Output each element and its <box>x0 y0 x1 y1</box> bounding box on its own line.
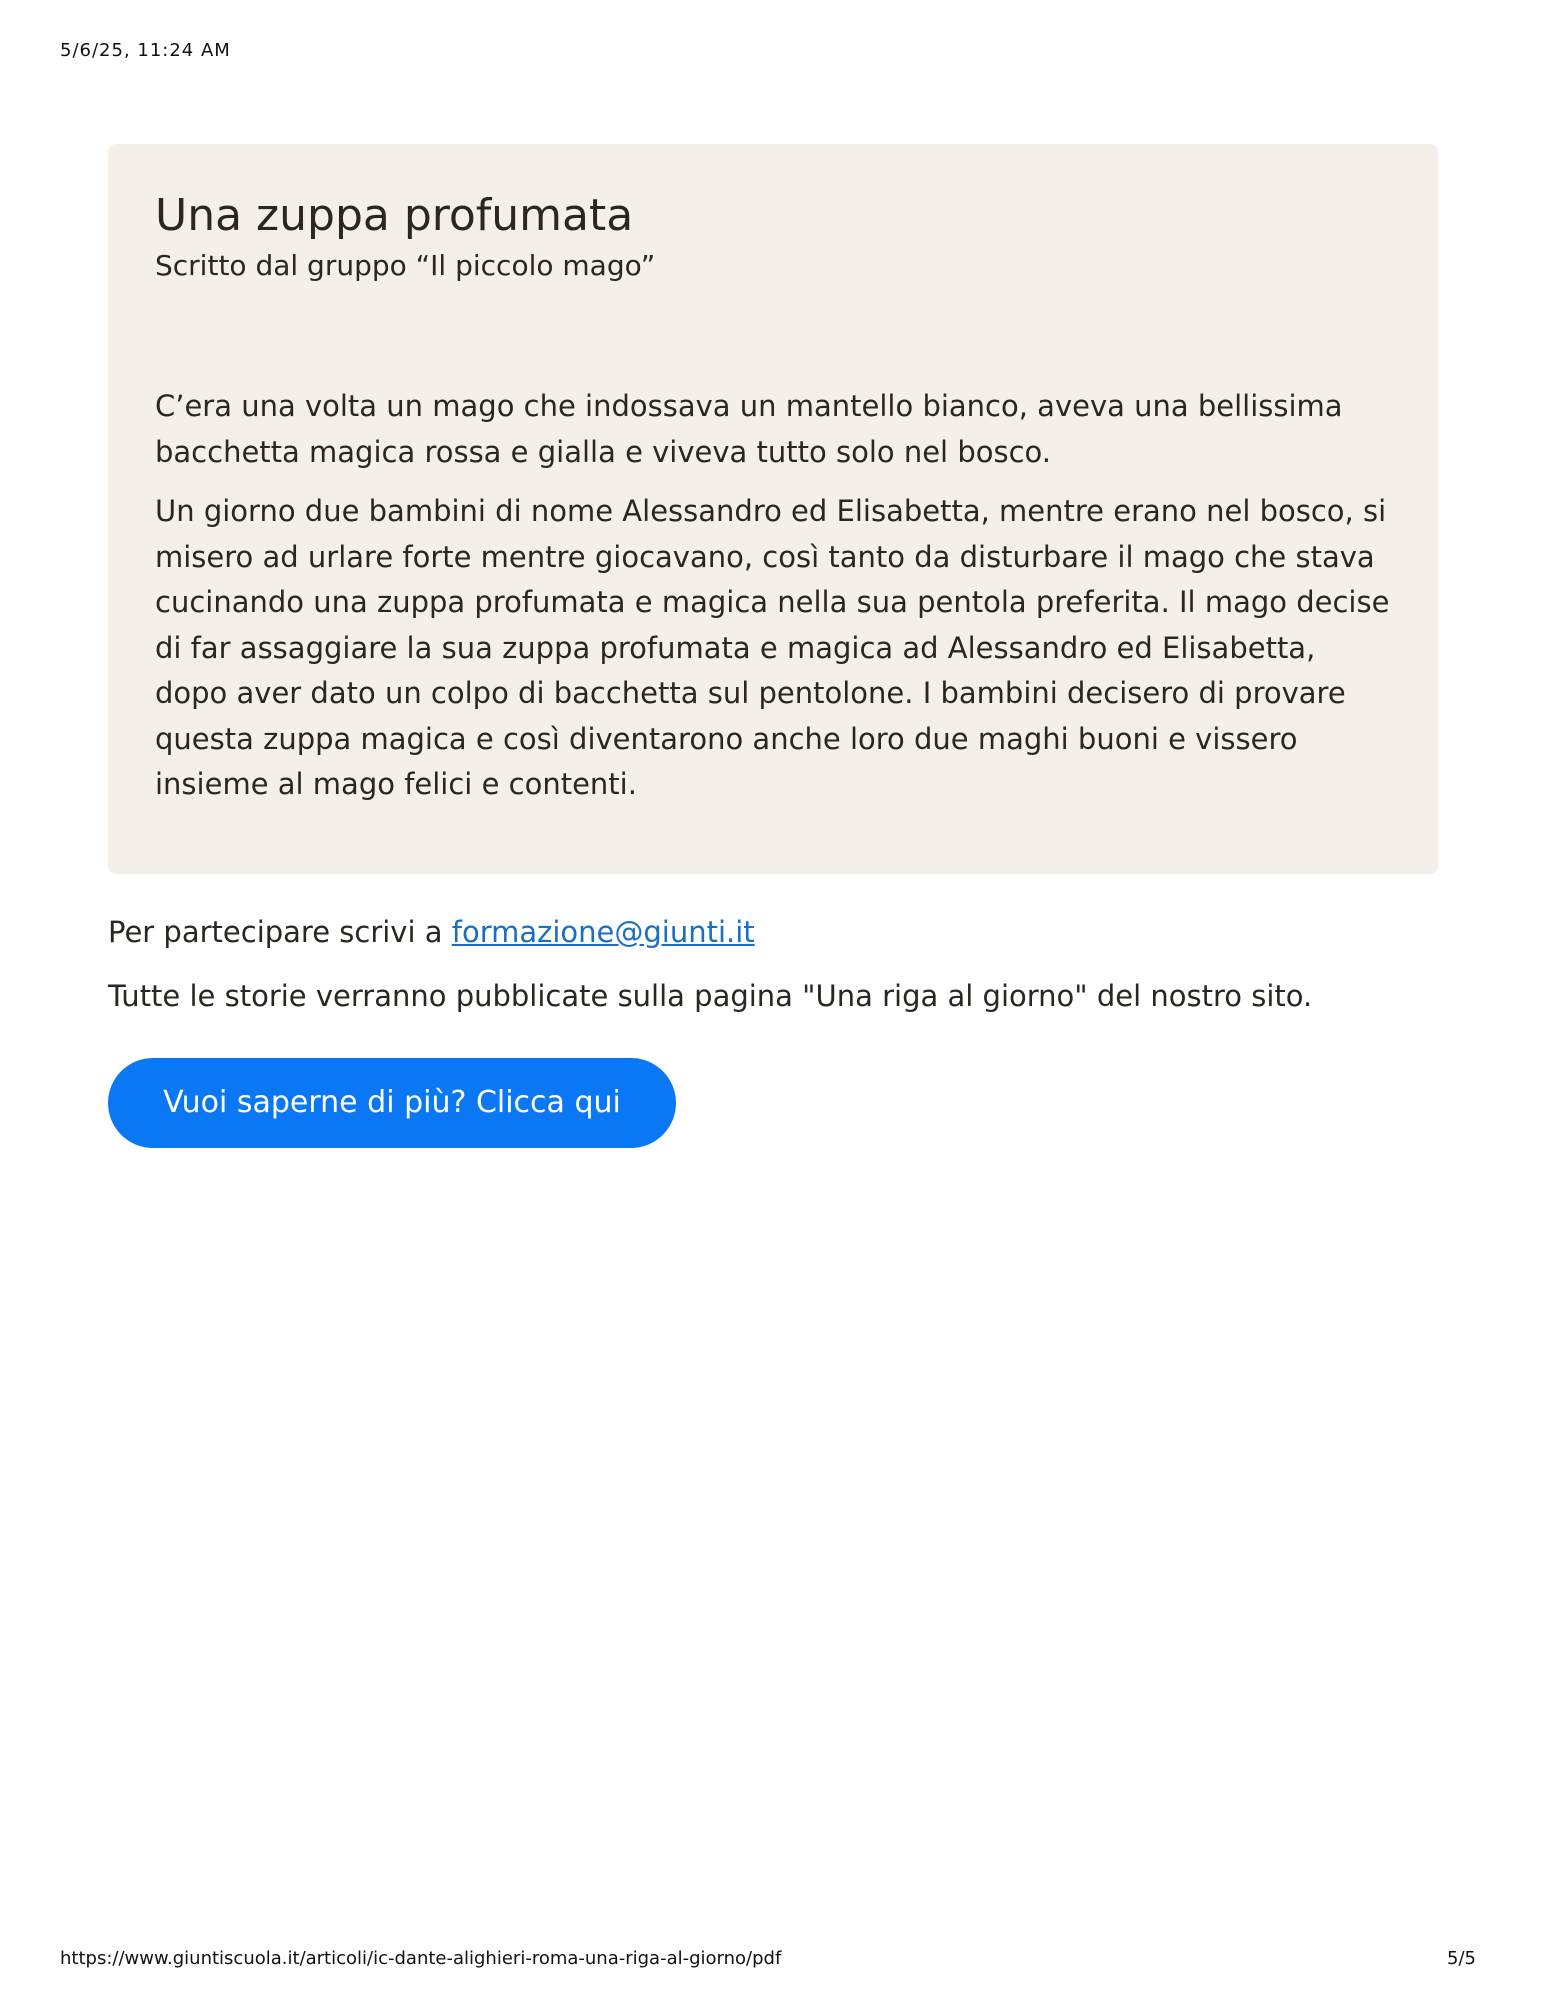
print-page-number: 5/5 <box>1447 1948 1476 1969</box>
print-timestamp: 5/6/25, 11:24 AM <box>60 40 231 61</box>
story-paragraph-2: Un giorno due bambini di nome Alessandro ed Elisabetta, mentre erano nel bosco, si misero ad urlare forte mentre giocavano, così tanto da disturbare il mago che stava cucinando una zuppa profumata e magica nella sua pentola preferita. Il mago decise di far assaggiare la sua zuppa profumata e magica ad Alessandro ed Elisabetta, dopo aver dato un colpo di bacchetta sul pentolone. I bambini decisero di provare questa zuppa magica e così diventarono anche loro due maghi buoni e vissero insieme al mago felici e contenti. <box>155 494 1390 801</box>
story-card <box>108 144 1438 874</box>
email-link[interactable]: formazione@giunti.it <box>451 915 755 949</box>
story-paragraph-1: C’era una volta un mago che indossava un mantello bianco, aveva una bellissima bacchetta magica rossa e gialla e viveva tutto solo nel bosco. <box>155 389 1343 469</box>
print-footer-url: https://www.giuntiscuola.it/articoli/ic-dante-alighieri-roma-una-riga-al-giorno/pdf <box>60 1948 782 1969</box>
story-author: Scritto dal gruppo “Il piccolo mago” <box>155 249 656 282</box>
participate-prefix: Per partecipare scrivi a <box>108 915 452 949</box>
publish-note: Tutte le storie verranno pubblicate sulla pagina "Una riga al giorno" del nostro sito. <box>108 979 1313 1013</box>
story-title: Una zuppa profumata <box>155 190 634 241</box>
story-body <box>155 384 1391 808</box>
participate-line <box>108 910 755 954</box>
learn-more-button[interactable]: Vuoi saperne di più? Clicca qui <box>108 1058 676 1148</box>
